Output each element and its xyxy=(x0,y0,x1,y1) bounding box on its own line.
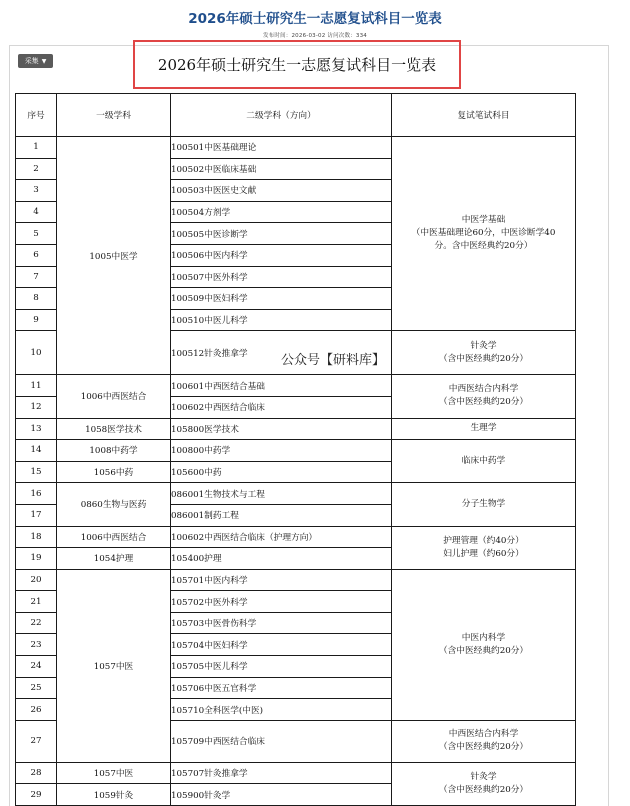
caret-down-icon: ▼ xyxy=(41,57,47,65)
exam-subject xyxy=(392,762,576,805)
level2-discipline: 100504方剂学 xyxy=(171,201,392,223)
exam-subject xyxy=(392,440,576,483)
row-number: 1 xyxy=(16,137,57,159)
exam-subject-line: 中医学基础 xyxy=(461,215,506,226)
document-title: 2026年硕士研究生一志愿复试科目一览表 xyxy=(133,40,461,89)
row-number: 8 xyxy=(16,288,57,310)
exam-subject xyxy=(392,137,576,331)
exam-subject xyxy=(392,375,576,418)
collect-button[interactable] xyxy=(18,54,53,68)
level2-discipline: 100502中医临床基础 xyxy=(171,158,392,180)
exam-subject-line: 分。含中医经典约20分） xyxy=(434,241,533,252)
level2-discipline: 100602中西医结合临床 xyxy=(171,396,392,418)
exam-subject xyxy=(392,569,576,720)
level2-discipline: 100601中西医结合基础 xyxy=(171,375,392,397)
column-header-no: 序号 xyxy=(16,94,57,137)
exam-subject-line: （含中医经典约20分） xyxy=(438,397,529,408)
row-number: 2 xyxy=(16,158,57,180)
exam-subject xyxy=(392,720,576,762)
column-header-level2: 二级学科（方向） xyxy=(171,94,392,137)
exam-subject-line: 中西医结合内科学 xyxy=(448,384,519,395)
exam-subject-line: （含中医经典约20分） xyxy=(438,353,529,364)
table-row xyxy=(16,569,576,591)
row-number: 3 xyxy=(16,180,57,202)
level2-discipline: 100506中医内科学 xyxy=(171,244,392,266)
level2-discipline: 086001生物技术与工程 xyxy=(171,483,392,505)
exam-subject-line: （中医基础理论60分，中医诊断学40 xyxy=(411,228,556,239)
exam-subject-line: （含中医经典约20分） xyxy=(438,742,529,753)
row-number: 14 xyxy=(16,440,57,462)
level2-discipline: 105707针灸推拿学 xyxy=(171,762,392,784)
row-number: 5 xyxy=(16,223,57,245)
table-row xyxy=(16,418,576,440)
level2-discipline: 100602中西医结合临床（护理方向） xyxy=(171,526,392,548)
exam-subject xyxy=(392,331,576,375)
level1-discipline: 1006中西医结合 xyxy=(57,526,171,548)
row-number: 26 xyxy=(16,699,57,721)
level2-discipline: 100510中医儿科学 xyxy=(171,309,392,331)
page-title: 2026年硕士研究生一志愿复试科目一览表 xyxy=(188,11,442,27)
row-number: 16 xyxy=(16,483,57,505)
level2-discipline: 100800中药学 xyxy=(171,440,392,462)
level2-discipline: 086001制药工程 xyxy=(171,504,392,526)
row-number: 12 xyxy=(16,396,57,418)
exam-subject-line: 护理管理（约40分） xyxy=(443,535,524,546)
exam-subject-line: 针灸学 xyxy=(470,340,497,351)
row-number: 27 xyxy=(16,720,57,762)
level2-discipline: 105704中医妇科学 xyxy=(171,634,392,656)
level2-discipline: 105710全科医学(中医) xyxy=(171,699,392,721)
exam-subject-line: （含中医经典约20分） xyxy=(438,784,529,795)
level1-discipline: 1059针灸 xyxy=(57,784,171,806)
level2-discipline: 105701中医内科学 xyxy=(171,569,392,591)
table-header-row xyxy=(16,94,576,137)
row-number: 28 xyxy=(16,762,57,784)
row-number: 15 xyxy=(16,461,57,483)
table-row xyxy=(16,440,576,462)
row-number: 9 xyxy=(16,309,57,331)
level1-discipline: 1006中西医结合 xyxy=(57,375,171,418)
row-number: 23 xyxy=(16,634,57,656)
level2-discipline: 105705中医儿科学 xyxy=(171,656,392,678)
table-row xyxy=(16,137,576,159)
level2-discipline: 105800医学技术 xyxy=(171,418,392,440)
collect-label: 采集 xyxy=(24,57,39,65)
row-number: 4 xyxy=(16,201,57,223)
exam-subject-line: 中西医结合内科学 xyxy=(448,729,519,740)
row-number: 21 xyxy=(16,591,57,613)
level1-discipline: 1058医学技术 xyxy=(57,418,171,440)
exam-subject-line: （含中医经典约20分） xyxy=(438,645,529,656)
level2-discipline: 105702中医外科学 xyxy=(171,591,392,613)
level2-discipline: 105600中药 xyxy=(171,461,392,483)
exam-subject-table xyxy=(15,93,576,806)
level1-discipline: 1057中医 xyxy=(57,569,171,762)
level2-discipline: 105709中西医结合临床 xyxy=(171,720,392,762)
row-number: 24 xyxy=(16,656,57,678)
level2-discipline: 105900针灸学 xyxy=(171,784,392,806)
exam-subject xyxy=(392,483,576,526)
row-number: 13 xyxy=(16,418,57,440)
level2-discipline: 105703中医骨伤科学 xyxy=(171,612,392,634)
exam-subject-line: 妇儿护理（约60分） xyxy=(443,548,524,559)
table-row xyxy=(16,483,576,505)
row-number: 18 xyxy=(16,526,57,548)
row-number: 11 xyxy=(16,375,57,397)
row-number: 19 xyxy=(16,548,57,570)
level1-discipline: 1005中医学 xyxy=(57,137,171,375)
table-row xyxy=(16,526,576,548)
row-number: 25 xyxy=(16,677,57,699)
table-row xyxy=(16,762,576,784)
level1-discipline: 1054护理 xyxy=(57,548,171,570)
publish-meta: 发布时间：2026-03-02 访问次数：334 xyxy=(262,33,367,39)
column-header-level1: 一级学科 xyxy=(57,94,171,137)
level1-discipline: 1008中药学 xyxy=(57,440,171,462)
level2-discipline: 105706中医五官科学 xyxy=(171,677,392,699)
exam-subject-line: 分子生物学 xyxy=(461,498,506,509)
level2-discipline: 105400护理 xyxy=(171,548,392,570)
exam-subject-line: 临床中药学 xyxy=(461,455,506,466)
level2-discipline: 100512针灸推拿学 xyxy=(171,331,392,375)
level2-discipline: 100501中医基础理论 xyxy=(171,137,392,159)
column-header-exam: 复试笔试科目 xyxy=(392,94,576,137)
exam-subject-line: 生理学 xyxy=(470,423,497,434)
table-row xyxy=(16,375,576,397)
exam-subject xyxy=(392,526,576,569)
level2-discipline: 100509中医妇科学 xyxy=(171,288,392,310)
watermark-text: 公众号【研料库】 xyxy=(281,353,386,368)
exam-subject xyxy=(392,418,576,440)
row-number: 10 xyxy=(16,331,57,375)
row-number: 17 xyxy=(16,504,57,526)
row-number: 20 xyxy=(16,569,57,591)
level2-discipline: 100507中医外科学 xyxy=(171,266,392,288)
exam-subject-line: 中医内科学 xyxy=(461,632,506,643)
level1-discipline: 1057中医 xyxy=(57,762,171,784)
row-number: 29 xyxy=(16,784,57,806)
level2-discipline: 100505中医诊断学 xyxy=(171,223,392,245)
level1-discipline: 1056中药 xyxy=(57,461,171,483)
level1-discipline: 0860生物与医药 xyxy=(57,483,171,526)
exam-subject-line: 针灸学 xyxy=(470,771,497,782)
level2-discipline: 100503中医医史文献 xyxy=(171,180,392,202)
row-number: 6 xyxy=(16,244,57,266)
row-number: 22 xyxy=(16,612,57,634)
row-number: 7 xyxy=(16,266,57,288)
